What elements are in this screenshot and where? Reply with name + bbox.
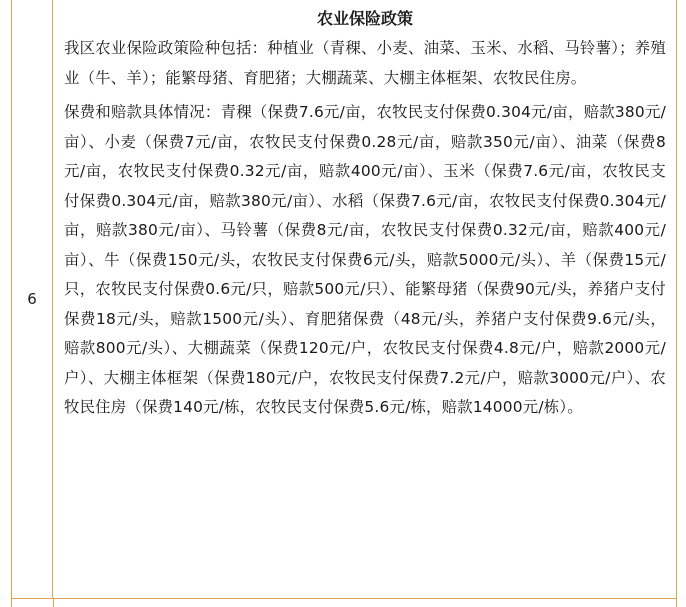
row-number-cell [12, 0, 53, 598]
row-divider [12, 598, 676, 599]
policy-content-cell [54, 0, 676, 598]
next-row-column-divider [53, 599, 54, 607]
premium-compensation-paragraph: 保费和赔款具体情况：青稞（保费7.6元/亩，农牧民支付保费0.304元/亩，赔款380元/亩）、小麦（保费7元/亩，农牧民支付保费0.28元/亩，赔款350元/亩）、油菜（保费8元/亩，农牧民支付保费0.32元/亩，赔款400元/亩）、玉米（保费7.6元/亩，农牧民支付保费0.304元/亩，赔款380元/亩）、水稻（保费7.6元/亩，农牧民支付保费0.304元/亩，赔款380元/亩）、马铃薯（保费8元/亩，农牧民支付保费0.32元/亩，赔款400元/亩）、牛（保费150元/头，农牧民支付保费6元/头，赔款5000元/头）、羊（保费15元/只，农牧民支付保费0.6元/只，赔款500元/只）、能繁母猪（保费90元/头，养猪户支付保费18元/头，赔款1500元/头）、育肥猪保费（48元/头，养猪户支付保费9.6元/头，赔款800元/头）、大棚蔬菜（保费120元/户，农牧民支付保费4.8元/户，赔款2000元/户）、大棚主体框架（保费180元/户，农牧民支付保费7.2元/户，赔款3000元/户）、农牧民住房（保费140元/栋，农牧民支付保费5.6元/栋，赔款14000元/栋）。 [64, 103, 666, 416]
insurance-types-paragraph: 我区农业保险政策险种包括：种植业（青稞、小麦、油菜、玉米、水稻、马铃薯）；养殖业（牛、羊）；能繁母猪、育肥猪；大棚蔬菜、大棚主体框架、农牧民住房。 [64, 39, 666, 87]
row-number: 6 [27, 290, 37, 308]
policy-title: 农业保险政策 [316, 9, 413, 28]
policy-table [11, 0, 677, 607]
